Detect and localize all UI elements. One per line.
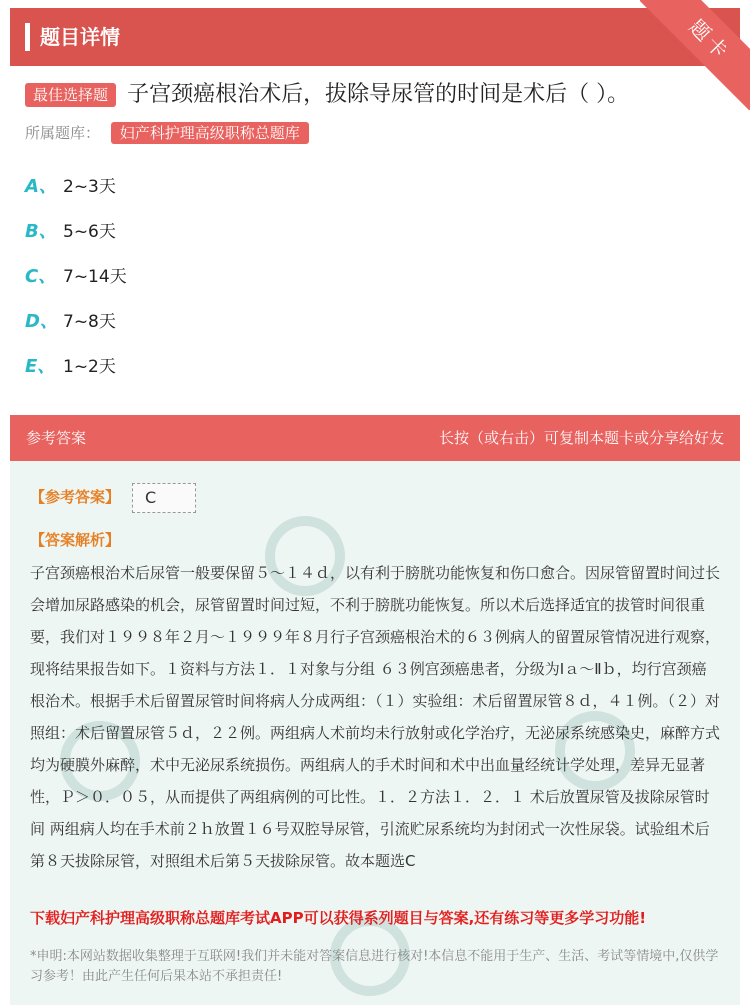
option-letter: C、: [25, 266, 57, 287]
option-text: 7~8天: [63, 312, 116, 332]
answer-value: C: [132, 483, 196, 513]
option-d[interactable]: [25, 307, 725, 352]
option-e[interactable]: [25, 352, 725, 397]
option-b[interactable]: [25, 217, 725, 262]
answer-section-title: 参考答案: [26, 429, 87, 447]
question-text: 子宫颈癌根治术后，拔除导尿管的时间是术后（ ）。: [127, 82, 630, 107]
header-accent: [25, 23, 30, 51]
option-letter: B、: [25, 221, 57, 242]
option-c[interactable]: [25, 262, 725, 307]
share-hint: 长按（或右击）可复制本题卡或分享给好友: [438, 429, 724, 447]
option-letter: D、: [25, 311, 58, 332]
question-bank: [25, 120, 309, 146]
header-bar: [10, 8, 740, 66]
analysis-label: 【答案解析】: [30, 531, 121, 549]
corner-label: 题卡: [640, 0, 750, 110]
analysis-text: 子宫颈癌根治术后尿管一般要保留５～１４ｄ，以有利于膀胱功能恢复和伤口愈合。因尿管留置时间过长会增加尿路感染的机会，尿管留置时间过短，不利于膀胱功能恢复。所以术后选择适宜的拔管时间很重要，我们对１９９８年２月～１９９９年８月行子宫颈癌根治术的６３例病人的留置尿管情况进行观察，现将结果报告如下。１资料与方法１．１对象与分组 ６３例宫颈癌患者，分级为Ⅰａ～Ⅱｂ，均行宫颈癌根治术。根据手术后留置尿管时间将病人分成两组：（１）实验组：术后留置尿管８ｄ，４１例。（２）对照组：术后留置尿管５ｄ，２２例。两组病人术前均未行放射或化学治疗，无泌尿系统感染史，麻醉方式均为硬膜外麻醉，术中无泌尿系统损伤。两组病人的手术时间和术中出血量经统计学处理，差异无显著性，Ｐ＞０．０５，从而提供了两组病例的可比性。１．２方法１．２．１ 术后放置尿管及拔除尿管时间 两组病人均在手术前２ｈ放置１６号双腔导尿管，引流贮尿系统均为封闭式一次性尿袋。试验组术后第８天拔除尿管，对照组术后第５天拔除尿管。故本题选C: [30, 564, 721, 870]
option-text: 7~14天: [63, 267, 127, 287]
bank-label: 所属题库：: [25, 124, 101, 142]
option-text: 2~3天: [63, 177, 116, 197]
option-text: 1~2天: [63, 357, 116, 377]
disclaimer: *申明:本网站数据收集整理于互联网!我们并未能对答案信息进行核对!本信息不能用于生产、生活、考试等情境中,仅供学习参考！由此产生任何后果本站不承担责任!: [30, 949, 719, 984]
answer-label: 【参考答案】: [30, 488, 121, 506]
option-a[interactable]: [25, 172, 725, 217]
page-title: 题目详情: [40, 25, 120, 49]
option-text: 5~6天: [63, 222, 116, 242]
app-promo-link[interactable]: 下载妇产科护理高级职称总题库考试APP可以获得系列题目与答案,还有练习等更多学习功能!: [30, 909, 647, 927]
question: [25, 80, 725, 112]
bank-link[interactable]: 妇产科护理高级职称总题库: [111, 122, 309, 144]
option-letter: A、: [25, 176, 57, 197]
question-type-badge: 最佳选择题: [25, 83, 116, 107]
answer-section-header: [10, 415, 740, 461]
options-list: [25, 172, 725, 397]
option-letter: E、: [25, 356, 56, 377]
answer-section-body: [10, 461, 740, 1005]
